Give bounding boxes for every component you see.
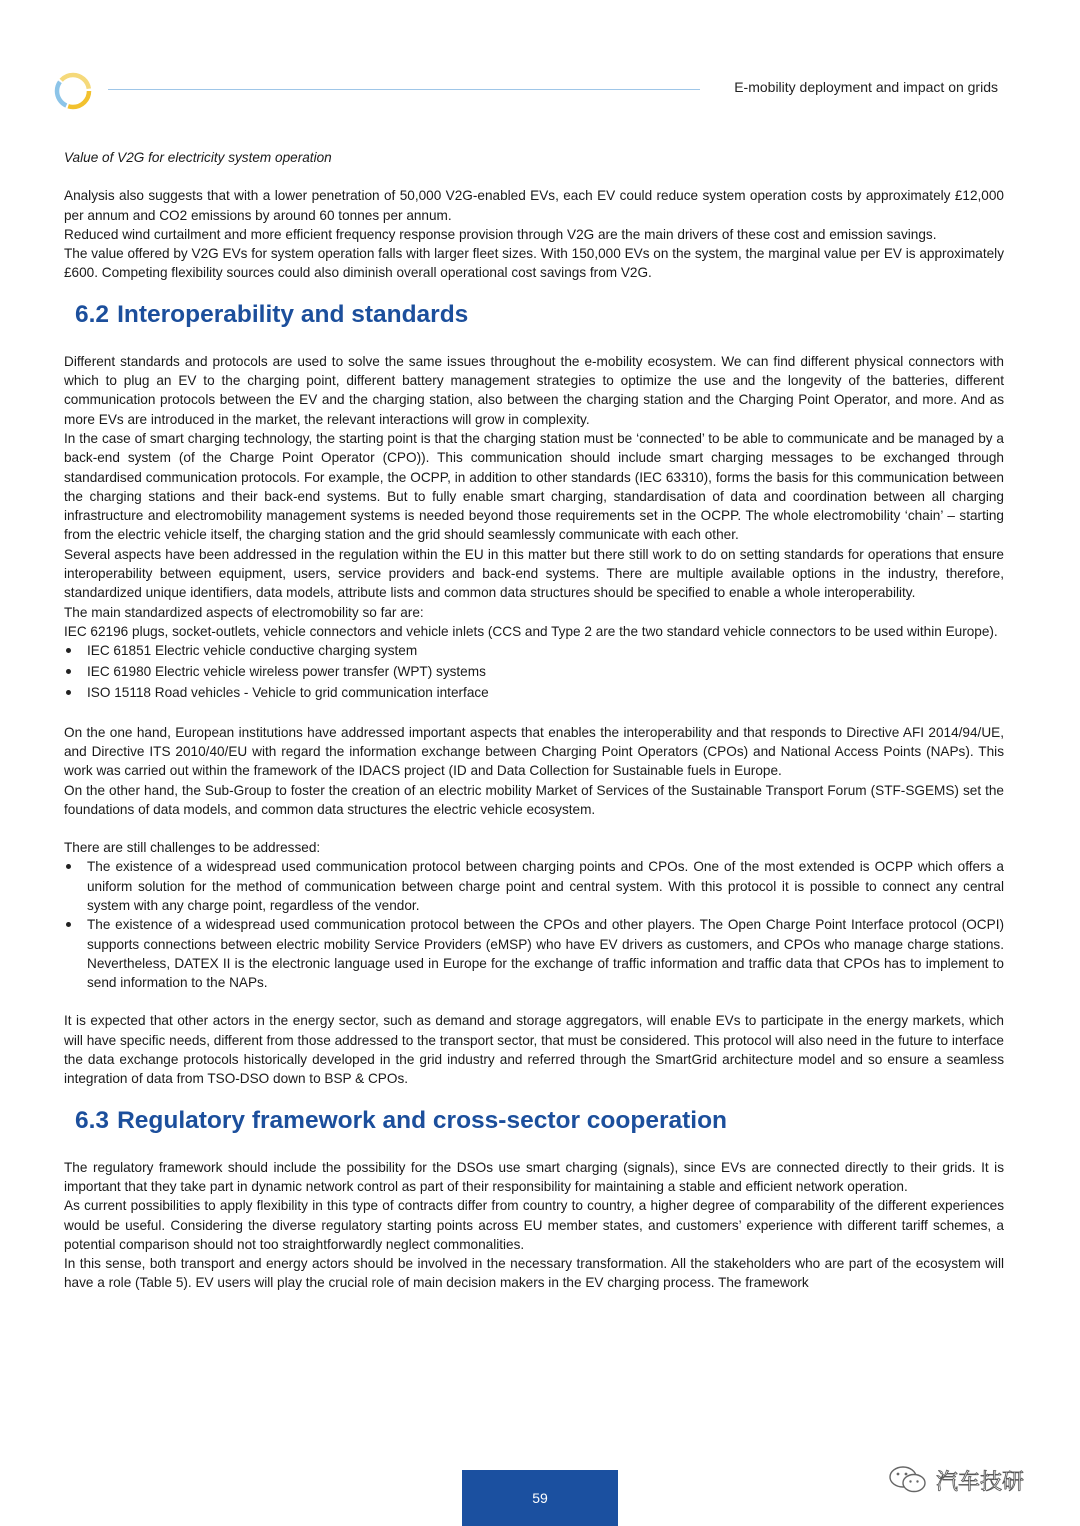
challenges-list: [64, 857, 1004, 992]
section-number: 6.2: [75, 300, 110, 328]
section-title: Interoperability and standards: [117, 300, 469, 328]
body-paragraph: There are still challenges to be addressed:: [64, 840, 321, 856]
section-number: 6.3: [75, 1106, 110, 1134]
wechat-icon: [888, 1464, 928, 1496]
page-number: 59: [462, 1470, 618, 1526]
body-paragraph: In the case of smart charging technology, the starting point is that the charging station must be ‘connected’ to be able to communicate and be managed by a back-end system (of the Charge Point Operator (CPO)). This communication should include smart charging messages to be exchanged through standardised communication protocols. For example, the OCPP, in addition to other standards (IEC 63310), forms the basis for this communication between the charging stations and their back-end systems. But to fully enable smart charging, standardisation of data and coordination between all charging infrastructure and electromobility management systems is needed beyond those requirements set in the OCPP. The whole electromobility ‘chain’ – starting from the electric vehicle itself, the charging station and the grid should seamlessly communicate with each other.: [64, 430, 1004, 543]
body-paragraph: It is expected that other actors in the energy sector, such as demand and storage aggregators, will enable EVs to participate in the energy markets, which will have specific needs, different from those addressed to the transport sector, that must be considered. This protocol will also need in the future to interface the data exchange protocols historically developed in the grid industry and referred through the SmartGrid architecture model and so ensure a seamless integration of data from TSO-DSO down to BSP & CPOs.: [64, 1013, 1004, 1087]
body-paragraph: On the one hand, European institutions have addressed important aspects that enables the interoperability and that responds to Directive AFI 2014/94/UE, and Directive ITS 2010/40/EU with regard the information exchange between Charging Point Operators (CPOs) and National Access Points (NAPs). This work was carried out within the framework of the IDACS project (ID and Data Collection for Sustainable fuels in Europe.: [64, 724, 1004, 779]
intro-paragraph: The value offered by V2G EVs for system operation falls with larger fleet sizes. With 150,000 EVs on the system, the marginal value per EV is approximately £600. Competing flexibility sources could also diminish overall operational cost savings from V2G.: [64, 246, 1004, 281]
body-paragraph: IEC 62196 plugs, socket-outlets, vehicle connectors and vehicle inlets (CCS and Type 2 are the two standard vehicle connectors to be used within Europe).: [64, 623, 998, 639]
body-paragraph: As current possibilities to apply flexibility in this type of contracts differ from country to country, a higher degree of comparability of the different experiences would be useful. Considering the diverse regulatory starting points across EU member states, and customers’ experience with different tariff schemes, a potential comparison should not too straightforwardly neglect commonalities.: [64, 1198, 1004, 1252]
intro-subheading: Value of V2G for electricity system operation: [64, 150, 332, 165]
standards-list: [64, 641, 1004, 702]
body-paragraph: The main standardized aspects of electromobility so far are:: [64, 604, 424, 620]
list-item: IEC 61851 Electric vehicle conductive charging system: [64, 641, 1004, 660]
header-rule: [108, 89, 700, 90]
section-title: Regulatory framework and cross-sector cooperation: [117, 1106, 728, 1134]
body-paragraph: Several aspects have been addressed in the regulation within the EU in this matter but there still work to do on setting standards for operations that ensure interoperability between equipment, users, service providers and back-end systems. There are multiple available options in the industry, therefore, standardized unique identifiers, data models, attribute lists and common data structures should be specified to enable a whole interoperability.: [64, 546, 1004, 601]
section-heading-6-2: [75, 300, 1004, 330]
running-header-title: E-mobility deployment and impact on grids: [734, 79, 998, 95]
intro-paragraph: Reduced wind curtailment and more efficient frequency response provision through V2G are the main drivers of these cost and emission savings.: [64, 226, 937, 242]
list-item: ISO 15118 Road vehicles - Vehicle to grid communication interface: [64, 683, 1004, 702]
body-paragraph: Different standards and protocols are used to solve the same issues throughout the e-mobility ecosystem. We can find different physical connectors with which to plug an EV to the charging point, different battery management strategies to optimize the use and the longevity of the batteries, different communication protocols between the EV and the charging station, also between the charging station and the Charging Point Operator, and more. And as more EVs are introduced in the market, the relevant interactions will grow in complexity.: [64, 353, 1004, 427]
watermark: [888, 1462, 1058, 1498]
body-paragraph: The regulatory framework should include the possibility for the DSOs use smart charging (signals), since EVs are connected directly to their grids. It is important that they take part in dynamic network control as part of their responsibility for maintaining a stable and efficient network operation.: [64, 1159, 1004, 1194]
list-item: IEC 61980 Electric vehicle wireless power transfer (WPT) systems: [64, 662, 1004, 681]
page-content: [64, 148, 1004, 1293]
watermark-text: 汽车技研: [936, 1469, 1025, 1495]
page-header: [0, 0, 1080, 120]
section-heading-6-3: [75, 1106, 1004, 1136]
list-item: The existence of a widespread used communication protocol between the CPOs and other players. The Open Charge Point Interface protocol (OCPI) supports connections between electric mobility Service Providers (eMSP) who have EV drivers as customers, and CPOs who manage charge stations. Nevertheless, DATEX II is the electronic language used in Europe for the exchange of traffic information and traffic data that CPOs has to implement to send information to the NAPs.: [64, 915, 1004, 992]
body-paragraph: On the other hand, the Sub-Group to foster the creation of an electric mobility Market of Services of the Sustainable Transport Forum (STF-SGEMS) set the foundations of data models, and common data structures the electric vehicle ecosystem.: [64, 782, 1004, 817]
body-paragraph: In this sense, both transport and energy actors should be involved in the necessary transformation. All the stakeholders who are part of the ecosystem will have a role (Table 5). EV users will play the crucial role of main decision makers in the EV charging process. The framework: [64, 1256, 1004, 1291]
intro-paragraph: Analysis also suggests that with a lower penetration of 50,000 V2G-enabled EVs, each EV could reduce system operation costs by approximately £12,000 per annum and CO2 emissions by around 60 tonnes per annum.: [64, 188, 1004, 223]
list-item: The existence of a widespread used communication protocol between charging points and CPOs. One of the most extended is OCPP which offers a uniform solution for the method of communication between charge point and central system. With this protocol it is possible to connect any central system with any charge point, regardless of the vendor.: [64, 857, 1004, 915]
report-logo-icon: [52, 70, 94, 112]
